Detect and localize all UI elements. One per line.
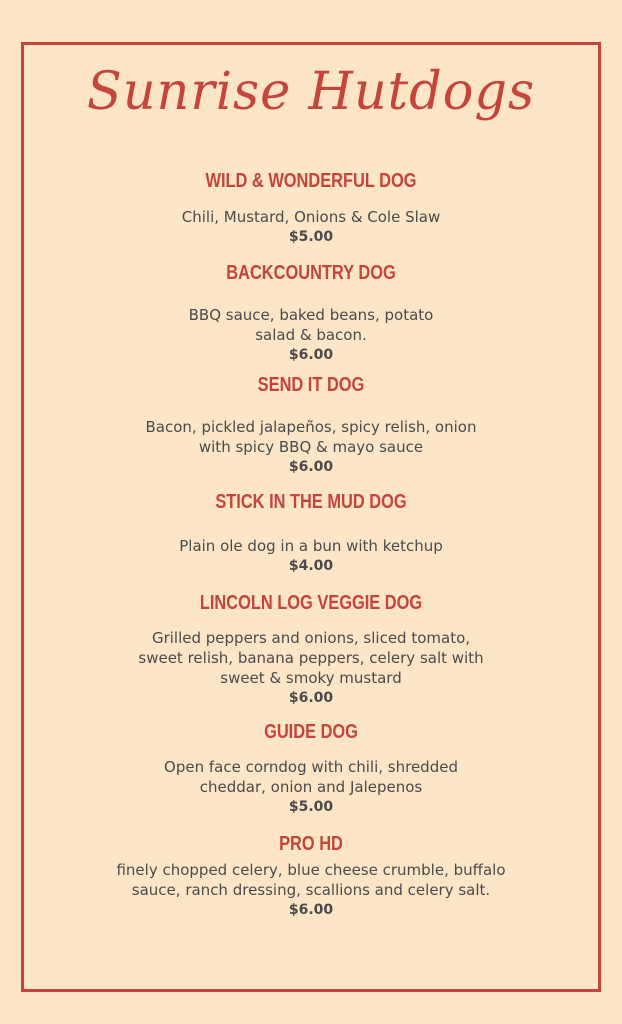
item-price: $5.00: [288, 229, 334, 245]
menu-item: [0, 721, 622, 817]
item-description: Open face corndog with chili, shredded cheddar, onion and Jalepenos: [164, 758, 458, 796]
item-name: STICK IN THE MUD DOG: [215, 491, 407, 513]
item-description: Grilled peppers and onions, sliced tomato, sweet relish, banana peppers, celery salt with sweet & smoky mustard: [138, 629, 484, 687]
item-price: $4.00: [288, 558, 334, 574]
item-name: WILD & WONDERFUL DOG: [205, 170, 417, 192]
menu-item: [0, 374, 622, 477]
item-name: GUIDE DOG: [264, 721, 358, 743]
item-price: $5.00: [288, 799, 334, 815]
item-name: BACKCOUNTRY DOG: [226, 262, 396, 284]
item-price: $6.00: [288, 459, 334, 475]
menu-item: [0, 170, 622, 247]
menu-item: [0, 491, 622, 576]
item-price: $6.00: [288, 347, 334, 363]
item-name: LINCOLN LOG VEGGIE DOG: [199, 592, 423, 614]
item-description: Plain ole dog in a bun with ketchup: [179, 537, 443, 555]
item-description: Bacon, pickled jalapeños, spicy relish, onion with spicy BBQ & mayo sauce: [145, 418, 477, 456]
item-name: PRO HD: [279, 833, 343, 855]
item-description: finely chopped celery, blue cheese crumble, buffalo sauce, ranch dressing, scallions and celery salt.: [116, 861, 506, 899]
item-name: SEND IT DOG: [257, 374, 365, 396]
item-description: Chili, Mustard, Onions & Cole Slaw: [181, 208, 441, 226]
item-description: BBQ sauce, baked beans, potato salad & bacon.: [188, 306, 434, 344]
menu-item: [0, 833, 622, 920]
item-price: $6.00: [288, 902, 334, 918]
menu-item: [0, 592, 622, 708]
menu-title: Sunrise Hutdogs: [86, 62, 536, 122]
menu-item: [0, 262, 622, 365]
item-price: $6.00: [288, 690, 334, 706]
